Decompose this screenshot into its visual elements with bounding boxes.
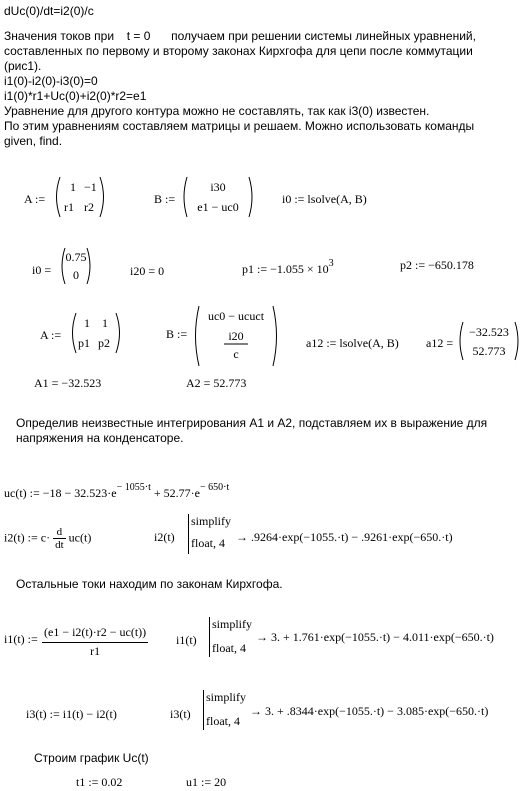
- paragraph-line: Уравнение для другого контура можно не составлять, так как i3(0) известен.: [4, 104, 430, 118]
- heading-line: dUc(0)/dt=i2(0)/c: [4, 4, 94, 18]
- paragraph-line: напряжения на конденсаторе.: [16, 431, 184, 445]
- i0-label: i0 =: [32, 263, 52, 277]
- i1-denominator: r1: [90, 644, 101, 658]
- symbolic-bar: [209, 617, 210, 657]
- paragraph-line: Остальные токи находим по законам Кирхгофа.: [16, 577, 283, 591]
- matrix-cell: 1: [70, 180, 76, 194]
- a12-definition: a12 := lsolve(A, B): [306, 336, 399, 350]
- vector-cell: −32.523: [469, 325, 509, 339]
- matrix-cell: r1: [64, 200, 74, 214]
- p1-value: [242, 258, 334, 277]
- matrix-b-brackets: [180, 175, 256, 219]
- a12-label: a12 =: [426, 336, 454, 350]
- i20-value: i20 = 0: [130, 264, 165, 278]
- symbolic-keyword: simplify: [206, 690, 247, 704]
- matrix-cell: p2: [98, 336, 110, 350]
- uc-exponent: − 650·t: [199, 482, 230, 493]
- matrix-b2-label: B :=: [166, 327, 188, 341]
- a2-value: A2 = 52.773: [186, 376, 247, 390]
- symbolic-bar: [203, 690, 204, 730]
- derivative-fraction: [53, 526, 66, 551]
- matrix-a2-brackets: [68, 311, 124, 355]
- paragraph-line: Строим график Uc(t): [34, 751, 149, 765]
- symbolic-keyword: simplify: [191, 514, 232, 528]
- matrix-cell: e1 − uc0: [197, 200, 239, 214]
- uc-term: + 52.77·e: [153, 486, 200, 500]
- symbolic-keyword: float, 4: [191, 536, 225, 550]
- symbolic-keyword: float, 4: [206, 714, 240, 728]
- i0-definition: i0 := lsolve(A, B): [282, 192, 367, 206]
- i2-term: uc(t): [68, 530, 92, 545]
- u1-definition: u1 := 20: [186, 775, 227, 789]
- matrix-cell: r2: [84, 200, 94, 214]
- derivative-den: dt: [55, 539, 64, 551]
- matrix-cell: p1: [78, 336, 90, 350]
- i3-definition: i3(t) := i1(t) − i2(t): [26, 707, 117, 721]
- i2-term: i2(t) := c·: [4, 530, 51, 545]
- symbolic-bar: [188, 514, 189, 554]
- i2-symbolic-lhs: i2(t): [154, 530, 175, 544]
- fraction-denominator: c: [233, 347, 239, 361]
- matrix-b2-brackets: [192, 304, 280, 368]
- i1-numerator: (e1 − i2(t)·r2 − uc(t)): [42, 624, 148, 643]
- a1-value: A1 = −32.523: [34, 376, 102, 390]
- p1-mantissa: p1 := −1.055 × 10: [242, 262, 329, 276]
- equation-line: i1(0)-i2(0)-i3(0)=0: [4, 74, 98, 88]
- i1-fraction: [42, 624, 148, 659]
- equation-line: i1(0)*r1+Uc(0)+i2(0)*r2=e1: [4, 89, 147, 103]
- matrix-cell: −1: [84, 180, 97, 194]
- vector-cell: 0.75: [65, 250, 87, 264]
- i1-definition-label: i1(t) :=: [4, 632, 38, 646]
- matrix-cell: i30: [210, 180, 226, 194]
- vector-cell: 52.773: [472, 344, 506, 358]
- symbolic-keyword: float, 4: [212, 641, 246, 655]
- matrix-cell: 1: [84, 316, 90, 330]
- i3-result: → 3. + .8344·exp(−1055.·t) − 3.085·exp(−650.·t): [250, 704, 489, 718]
- fraction-numerator: i20: [228, 329, 244, 343]
- i1-symbolic-lhs: i1(t): [176, 633, 197, 647]
- text-span: t = 0: [126, 29, 151, 43]
- i1-result: → 3. + 1.761·exp(−1055.·t) − 4.011·exp(−650.·t): [256, 630, 494, 644]
- matrix-cell: 1: [102, 316, 108, 330]
- paragraph-line: составленных по первому и второму законах Кирхгофа для цепи после коммутации: [4, 44, 473, 58]
- i2-definition: [4, 526, 91, 551]
- p2-value: p2 := −650.178: [400, 258, 474, 272]
- paragraph-line: given, find.: [4, 134, 63, 148]
- t1-definition: t1 := 0.02: [76, 775, 123, 789]
- matrix-a-brackets: [52, 175, 108, 219]
- uc-term: uc(t) := −18 − 32.523·e: [4, 486, 117, 500]
- paragraph-line: [4, 29, 476, 43]
- uc-definition: [4, 482, 229, 501]
- matrix-cell: uc0 − ucuct: [207, 309, 265, 323]
- paragraph-line: По этим уравнениям составляем матрицы и решаем. Можно использовать команды: [4, 119, 475, 133]
- paragraph-line: (рис1).: [4, 59, 42, 73]
- i3-symbolic-lhs: i3(t): [170, 707, 191, 721]
- i0-vector: [58, 246, 94, 286]
- i2-result: → .9264·exp(−1055.·t) − .9261·exp(−650.·t): [236, 530, 453, 544]
- text-span: получаем при решении системы линейных уравнений,: [171, 29, 476, 43]
- matrix-a2-label: A :=: [40, 328, 62, 342]
- derivative-num: d: [53, 526, 66, 539]
- matrix-a-label: A :=: [24, 192, 46, 206]
- vector-cell: 0: [73, 268, 79, 282]
- matrix-b-label: B :=: [154, 192, 176, 206]
- symbolic-keyword: simplify: [212, 617, 253, 631]
- paragraph-line: Определив неизвестные интегрирования А1 и А2, подставляем их в выражение для: [16, 416, 488, 430]
- a12-vector: [456, 320, 522, 362]
- text-span: Значения токов при: [4, 29, 115, 43]
- uc-exponent: − 1055·t: [116, 482, 151, 493]
- p1-exponent: 3: [328, 258, 334, 269]
